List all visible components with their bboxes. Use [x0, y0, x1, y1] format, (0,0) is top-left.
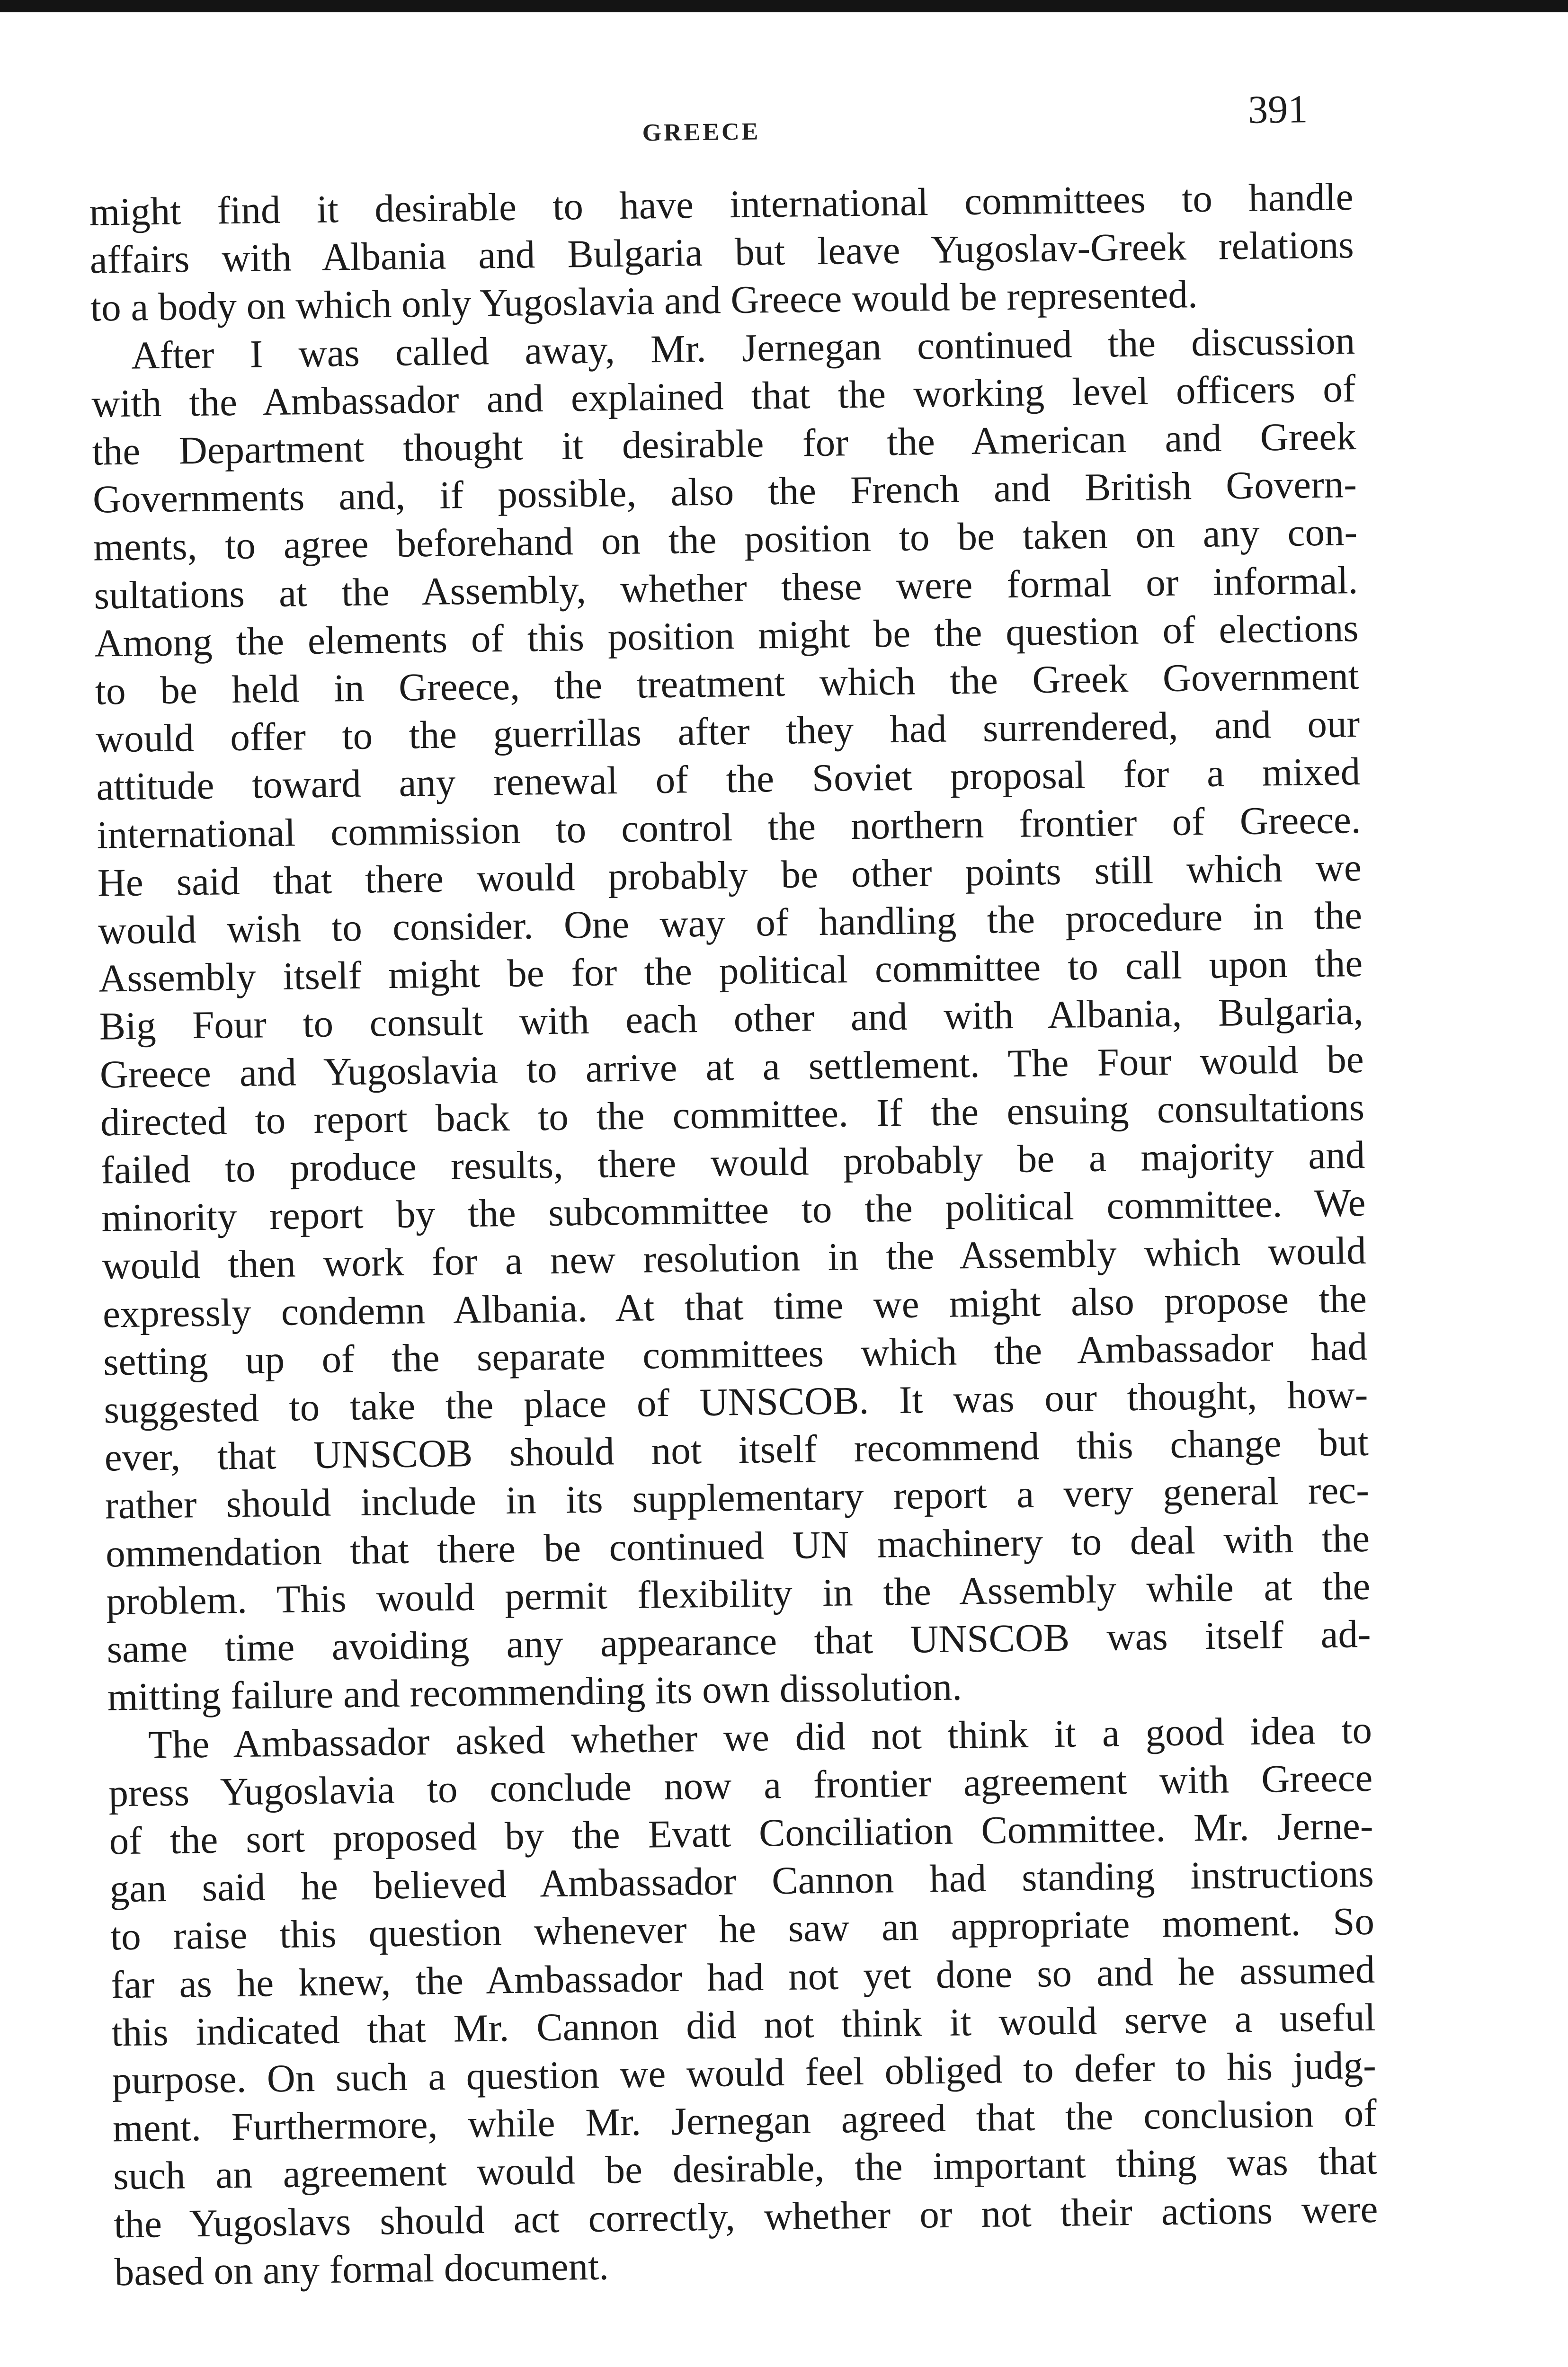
text-line: such an agreement would be desirable, the important thing was that — [113, 2139, 1378, 2198]
text-line: ommendation that there be continued UN machinery to deal with the — [105, 1516, 1370, 1575]
text-line: ments, to agree beforehand on the position to be taken on any con- — [93, 510, 1358, 570]
text-line: setting up of the separate committees which the Ambassador had — [103, 1324, 1368, 1384]
text-line: to a body on which only Yugoslavia and Greece would be represented. — [90, 272, 1198, 330]
text-line: Assembly itself might be for the political committee to call upon the — [98, 941, 1363, 1000]
text-line: mitting failure and recommending its own dissolution. — [107, 1664, 962, 1719]
text-line: international commission to control the northern frontier of Greece. — [97, 797, 1362, 857]
text-line: press Yugoslavia to conclude now a frontier agreement with Greece — [108, 1755, 1373, 1815]
text-line: The Ambassador asked whether we did not think it a good idea to — [148, 1708, 1372, 1766]
text-line: with the Ambassador and explained that the working level officers of — [91, 366, 1356, 426]
text-line: attitude toward any renewal of the Soviet proposal for a mixed — [96, 749, 1361, 809]
text-line: based on any formal document. — [114, 2244, 609, 2294]
text-line: After I was called away, Mr. Jernegan continued the discussion — [131, 318, 1355, 377]
text-line: affairs with Albania and Bulgaria but leave Yugoslav-Greek relations — [89, 222, 1354, 282]
text-line: failed to produce results, there would probably be a majority and — [100, 1132, 1365, 1192]
text-line: ever, that UNSCOB should not itself recommend this change but — [104, 1420, 1369, 1479]
page-number: 391 — [1247, 87, 1308, 132]
text-line: minority report by the subcommittee to the political committee. We — [101, 1181, 1366, 1240]
text-line: this indicated that Mr. Cannon did not think it would serve a useful — [111, 1995, 1376, 2055]
text-line: rather should include in its supplementary report a very general rec- — [105, 1468, 1370, 1527]
text-line: of the sort proposed by the Evatt Conciliation Committee. Mr. Jerne- — [109, 1803, 1373, 1863]
running-head: GREECE — [642, 118, 761, 147]
text-line: would offer to the guerrillas after they had surrendered, and our — [95, 702, 1360, 761]
text-line: the Yugoslavs should act correctly, whether or not their actions were — [113, 2187, 1378, 2246]
text-line: gan said he believed Ambassador Cannon had standing instructions — [109, 1851, 1374, 1911]
body-text — [89, 173, 1379, 2296]
text-line: expressly condemn Albania. At that time we might also propose the — [102, 1276, 1367, 1336]
text-line: Among the elements of this position might be the question of elections — [94, 605, 1359, 665]
text-line: Governments and, if possible, also the French and British Govern- — [92, 462, 1357, 521]
text-line: He said that there would probably be other points still which we — [97, 845, 1362, 905]
text-line: would wish to consider. One way of handling the procedure in the — [98, 893, 1363, 952]
text-line: to raise this question whenever he saw an appropriate moment. So — [110, 1899, 1375, 1958]
text-line: problem. This would permit flexibility in the Assembly while at the — [106, 1564, 1371, 1623]
text-line: Greece and Yugoslavia to arrive at a settlement. The Four would be — [99, 1037, 1364, 1096]
text-line: far as he knew, the Ambassador had not yet done so and he assumed — [110, 1947, 1375, 2006]
text-line: sultations at the Assembly, whether these were formal or informal. — [93, 558, 1358, 617]
text-line: might find it desirable to have international committees to handle — [89, 175, 1354, 234]
text-line: Big Four to consult with each other and with Albania, Bulgaria, — [99, 989, 1363, 1049]
text-line: directed to report back to the committee. If the ensuing consultations — [100, 1085, 1365, 1144]
text-line: to be held in Greece, the treatment which the Greek Government — [95, 654, 1360, 713]
text-line: would then work for a new resolution in the Assembly which would — [102, 1228, 1367, 1288]
text-line: the Department thought it desirable for the American and Greek — [92, 414, 1357, 473]
text-line: suggested to take the place of UNSCOB. It was our thought, how- — [103, 1372, 1368, 1432]
text-line: same time avoiding any appearance that UNSCOB was itself ad- — [107, 1611, 1372, 1671]
text-line: purpose. On such a question we would feel obliged to defer to his judg- — [112, 2043, 1377, 2102]
text-line: ment. Furthermore, while Mr. Jernegan agreed that the conclusion of — [112, 2091, 1377, 2150]
